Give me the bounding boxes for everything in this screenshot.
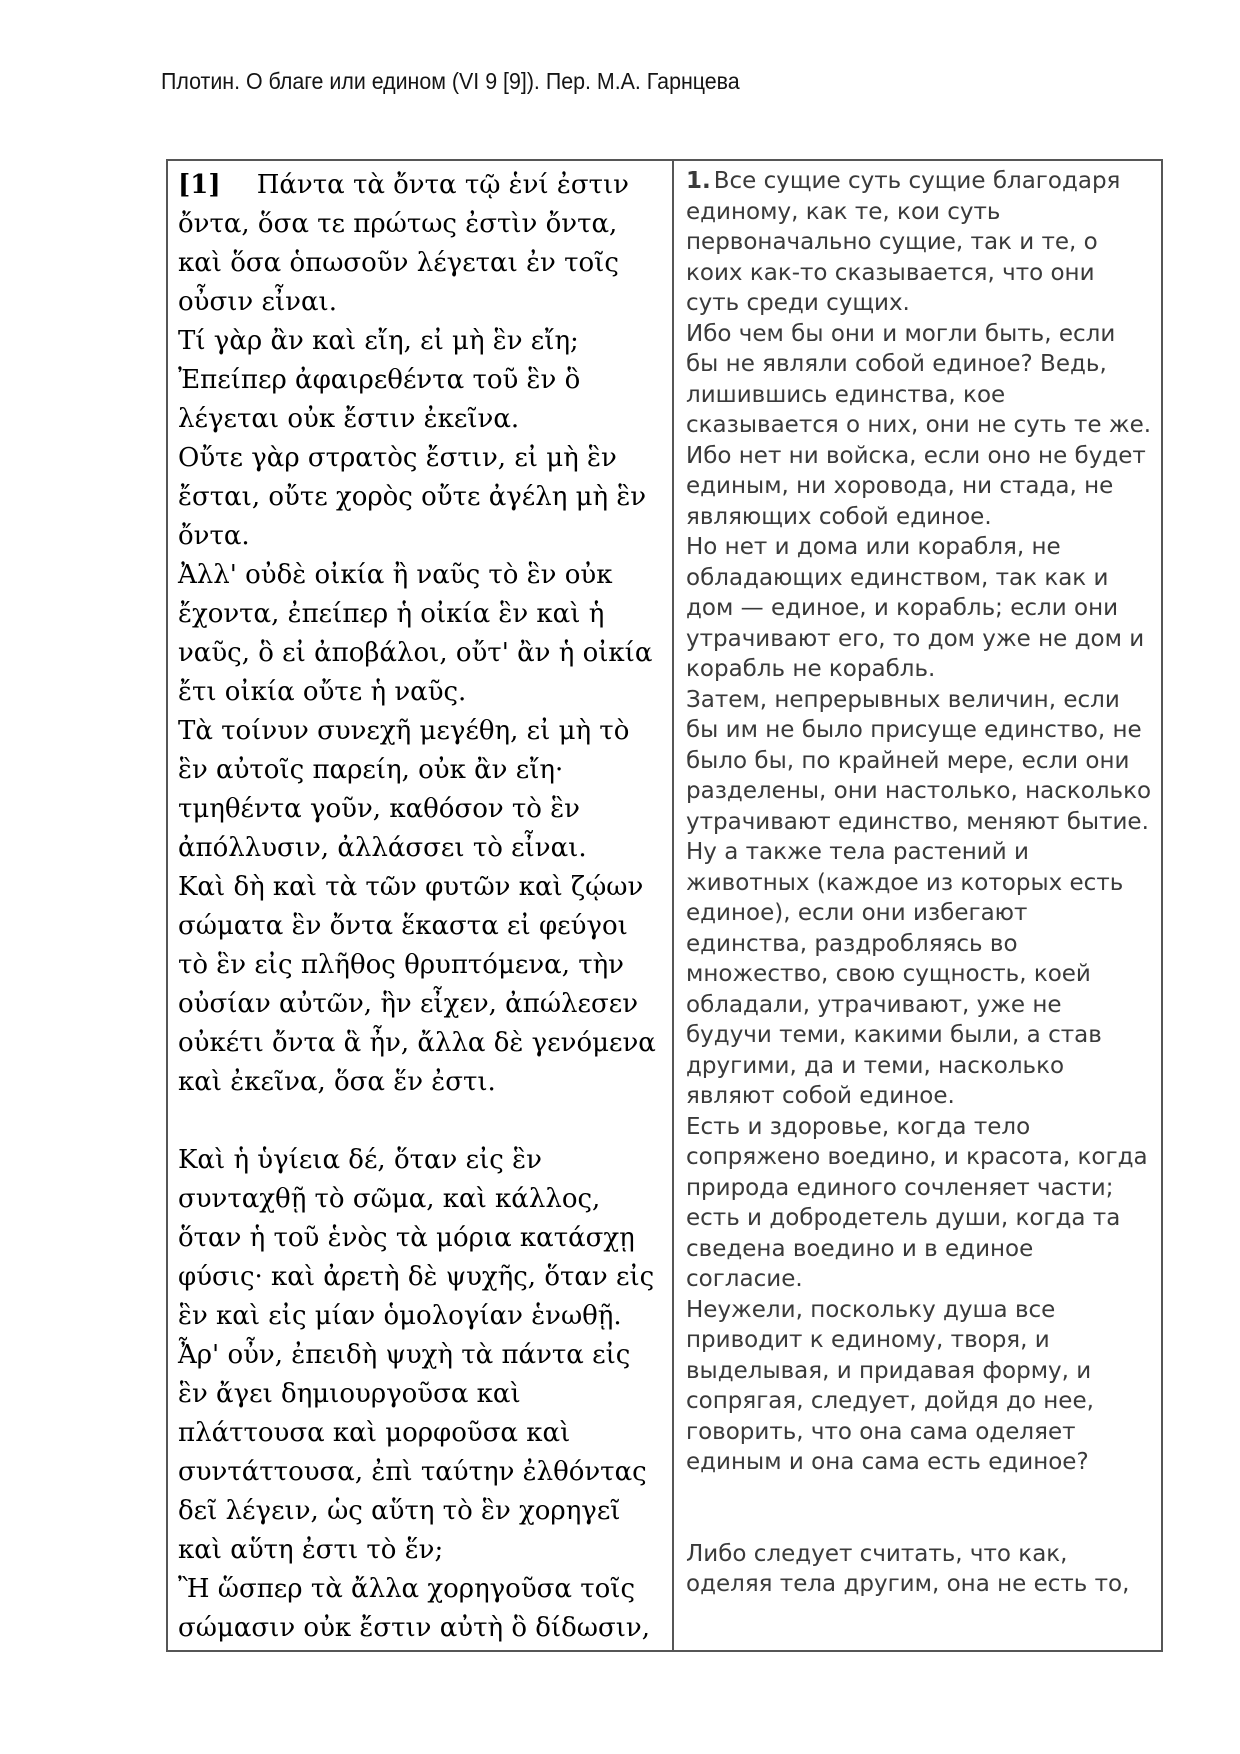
paragraph-number: 1.	[686, 168, 711, 194]
paragraph: Ибо нет ни войска, если оно не будет единым, ни хоровода, ни стада, не являющих собой единое.	[686, 442, 1146, 530]
paragraph: Затем, непрерывных величин, если бы им не было присуще единство, не было бы, по крайней мере, если они разделены, они настолько, насколько утрачивают единство, меняют бытие.	[686, 686, 1152, 835]
paragraph: Τὰ τοίνυν συνεχῆ μεγέθη, εἰ μὴ τὸ ἓν αὐτοῖς παρείη, οὐκ ἂν εἴη· τμηθέντα γοῦν, καθόσον τὸ ἓν ἀπόλλυσιν, ἀλλάσσει τὸ εἶναι.	[178, 716, 630, 863]
document-title: Плотин. О благе или едином (VI 9 [9]). Пер. М.А. Гарнцева	[161, 68, 740, 94]
paragraph: Καὶ δὴ καὶ τὰ τῶν φυτῶν καὶ ζῴων σώματα ἓν ὄντα ἕκαστα εἰ φεύγοι τὸ ἓν εἰς πλῆθος θρυπτόμενα, τὴν οὐσίαν αὐτῶν, ἣν εἶχεν, ἀπώλεσεν οὐκέτι ὄντα ἃ ἦν, ἄλλα δὲ γενόμενα καὶ ἐκεῖνα, ὅσα ἕν ἐστι.	[178, 872, 656, 1097]
greek-text-column	[168, 161, 674, 1650]
paragraph: Ну а также тела растений и животных (каждое из которых есть единое), если они избегают единства, раздробляясь во множество, свою сущность, коей обладали, утрачивают, уже не будучи теми, какими были, а став другими, да и теми, насколько являют собой единое.	[686, 839, 1124, 1109]
paragraph: Либо следует считать, что как, оделяя тела другим, она не есть то,	[686, 1540, 1130, 1597]
russian-translation-column	[674, 161, 1161, 1650]
paragraph: 1. Все сущие суть сущие благодаря единому, как те, кои суть первоначально сущие, так и те, о коих как-то сказывается, что они суть среди сущих.	[686, 168, 1121, 316]
paragraph: Οὔτε γὰρ στρατὸς ἔστιν, εἰ μὴ ἓν ἔσται, οὔτε χορὸς οὔτε ἀγέλη μὴ ἓν ὄντα.	[178, 443, 647, 551]
paragraph: Τί γὰρ ἂν καὶ εἴη, εἰ μὴ ἓν εἴη;	[178, 326, 579, 356]
paragraph-spacer	[178, 1102, 664, 1141]
paragraph: Ἐπείπερ ἀφαιρεθέντα τοῦ ἓν ὃ λέγεται οὐκ ἔστιν ἐκεῖνα.	[178, 365, 581, 434]
paragraph: Ибо чем бы они и могли быть, если бы не являли собой единое? Ведь, лишившись единства, кое сказывается о них, они не суть те же.	[686, 320, 1152, 438]
paragraph: Ἀλλ' οὐδὲ οἰκία ἢ ναῦς τὸ ἓν οὐκ ἔχοντα, ἐπείπερ ἡ οἰκία ἓν καὶ ἡ ναῦς, ὃ εἰ ἀποβάλοι, οὔτ' ἂν ἡ οἰκία ἔτι οἰκία οὔτε ἡ ναῦς.	[178, 560, 653, 707]
paragraph: Ἆρ' οὖν, ἐπειδὴ ψυχὴ τὰ πάντα εἰς ἓν ἄγει δημιουργοῦσα καὶ πλάττουσα καὶ μορφοῦσα καὶ συντάττουσα, ἐπὶ ταύτην ἐλθόντας δεῖ λέγειν, ὡς αὕτη τὸ ἓν χορηγεῖ καὶ αὕτη ἐστι τὸ ἕν;	[178, 1340, 647, 1565]
paragraph: Ἢ ὥσπερ τὰ ἄλλα χορηγοῦσα τοῖς σώμασιν οὐκ ἔστιν αὐτὴ ὃ δίδωσιν,	[178, 1574, 650, 1643]
paragraph: [1] Πάντα τὰ ὄντα τῷ ἑνί ἐστιν ὄντα, ὅσα τε πρώτως ἐστὶν ὄντα, καὶ ὅσα ὁπωσοῦν λέγεται ἐν τοῖς οὖσιν εἶναι.	[178, 170, 629, 317]
paragraph: Καὶ ἡ ὑγίεια δέ, ὅταν εἰς ἓν συνταχθῇ τὸ σῶμα, καὶ κάλλος, ὅταν ἡ τοῦ ἑνὸς τὰ μόρια κατάσχῃ φύσις· καὶ ἀρετὴ δὲ ψυχῆς, ὅταν εἰς ἓν καὶ εἰς μίαν ὁμολογίαν ἑνωθῇ.	[178, 1145, 655, 1331]
paragraph: Неужели, поскольку душа все приводит к единому, творя, и выделывая, и придавая форму, и сопрягая, следует, дойдя до нее, говорить, что она сама оделяет единым и она сама есть единое?	[686, 1296, 1094, 1475]
paragraph: Есть и здоровье, когда тело сопряжено воедино, и красота, когда природа единого сочленяет части; есть и добродетель души, когда та сведена воедино и в единое согласие.	[686, 1113, 1148, 1292]
paragraph-number: [1]	[178, 170, 221, 200]
parallel-text-table	[166, 159, 1163, 1652]
paragraph-spacer	[686, 1478, 1153, 1539]
paragraph: Но нет и дома или корабля, не обладающих единством, так как и дом — единое, и корабль; если они утрачивают его, то дом уже не дом и корабль не корабль.	[686, 534, 1145, 682]
